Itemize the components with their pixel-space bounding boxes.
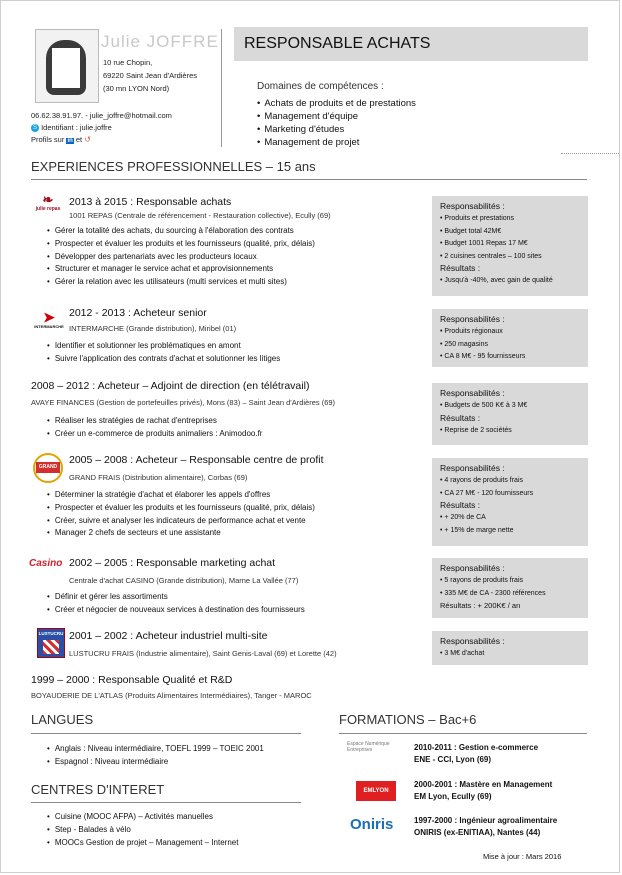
list-item: • Définir et gérer les assortiments	[47, 591, 305, 604]
interests-title: CENTRES D'INTERET	[31, 782, 165, 797]
list-item: • Créer et négocier de nouveaux services à destination des fournisseurs	[47, 604, 305, 617]
box-result-line: Résultats : + 200K€ / an	[440, 601, 521, 610]
bullet-text: Créer un e-commerce de produits animaliers :	[54, 428, 218, 438]
list-item: • Prospecter et évaluer les produits et les fournisseurs (qualité, prix, délais)	[47, 502, 315, 515]
domain-item: • Achats de produits et de prestations	[257, 97, 416, 110]
formation-2-line1: 2000-2001 : Mastère en Management	[414, 780, 553, 789]
formation-3-line1: 1997-2000 : Ingénieur agroalimentaire	[414, 816, 558, 825]
box-heading: Responsabilités :	[440, 388, 505, 398]
job-sub-2: INTERMARCHE (Grande distribution), Miribel (01)	[69, 324, 237, 333]
languages-list	[47, 743, 264, 769]
responsibilities-box-1	[432, 196, 588, 296]
header-divider	[221, 29, 222, 147]
address-line-2: 69220 Saint Jean d'Ardières	[103, 71, 197, 80]
list-item: • Développer des partenariats avec les producteurs locaux	[47, 251, 315, 264]
box-item: • Budgets de 500 K€ à 3 M€	[440, 400, 580, 413]
box-heading: Résultats :	[440, 263, 481, 273]
job-bullets-3	[47, 415, 262, 441]
list-item: • Step - Balades à vélo	[47, 824, 238, 837]
profiles-and: et	[75, 135, 83, 144]
list-item: • Espagnol : Niveau intermédiaire	[47, 756, 264, 769]
julie-repas-logo: ❧ julie repas	[35, 192, 61, 212]
interests-rule	[31, 802, 301, 803]
responsibilities-box-6	[432, 631, 588, 665]
profiles-label: Profils sur	[31, 135, 65, 144]
job-title-1: 2013 à 2015 : Responsable achats	[69, 196, 232, 208]
list-item: • Gérer la relation avec les utilisateurs (multi services et multi sites)	[47, 276, 315, 289]
job-title-6: 2001 – 2002 : Acheteur industriel multi-site	[69, 630, 268, 642]
job-title-3: 2008 – 2012 : Acheteur – Adjoint de direction (en télétravail)	[31, 380, 310, 392]
list-item: • Créer, suivre et analyser les indicateurs de performance achat et vente	[47, 515, 315, 528]
languages-rule	[31, 733, 301, 734]
lustucru-logo: LUSTUCRU	[37, 628, 65, 658]
box-heading: Responsabilités :	[440, 463, 505, 473]
list-item: • MOOCs Gestion de projet – Management – Internet	[47, 837, 238, 850]
list-item: • Structurer et manager le service achat et approvisionnements	[47, 263, 315, 276]
interests-list	[47, 811, 238, 849]
candidate-name: Julie JOFFRE	[101, 32, 219, 51]
experience-rule	[31, 179, 587, 180]
job-sub-4: GRAND FRAIS (Distribution alimentaire), Corbas (69)	[69, 473, 248, 482]
box-item: • 4 rayons de produits frais	[440, 475, 580, 488]
domain-item: • Management de projet	[257, 136, 416, 149]
responsibilities-box-2	[432, 309, 588, 367]
box-item: • CA 8 M€ - 95 fournisseurs	[440, 351, 580, 364]
job-bullets-5	[47, 591, 305, 617]
formation-2-line2: EM Lyon, Ecully (69)	[414, 792, 492, 801]
casino-logo: Casino	[29, 558, 63, 569]
skype-line	[31, 123, 112, 132]
oniris-logo: Oniris	[350, 816, 394, 833]
update-date: Mise à jour : Mars 2016	[483, 852, 562, 861]
box-item: • 335 M€ de CA - 2300 références	[440, 588, 580, 601]
box-item: • 250 magasins	[440, 339, 580, 352]
box-item: • + 20% de CA	[440, 512, 580, 525]
list-item: • Identifier et solutionner les problématiques en amont	[47, 340, 280, 353]
box-item: • 3 M€ d'achat	[440, 648, 580, 661]
box-item: • Produits et prestations	[440, 213, 580, 226]
box-heading: Responsabilités :	[440, 636, 505, 646]
profile-photo	[35, 29, 99, 103]
job-title: RESPONSABLE ACHATS	[244, 35, 431, 52]
job-bullets-1	[47, 225, 315, 289]
box-item: • Reprise de 2 sociétés	[440, 425, 580, 438]
box-item: • Budget total 42M€	[440, 226, 580, 239]
formation-1-line1: 2010-2011 : Gestion e-commerce	[414, 743, 539, 752]
domains-title: Domaines de compétences :	[257, 81, 384, 92]
job-title-banner	[234, 27, 588, 61]
job-title-4: 2005 – 2008 : Acheteur – Responsable centre de profit	[69, 454, 324, 466]
job-sub-1: 1001 REPAS (Centrale de référencement - Restauration collective), Ecully (69)	[69, 211, 331, 220]
formations-rule	[339, 733, 587, 734]
list-item: • Gérer la totalité des achats, du sourcing à l'élaboration des contrats	[47, 225, 315, 238]
responsibilities-box-5	[432, 558, 588, 618]
box-item: • Jusqu'à -40%, avec gain de qualité	[440, 275, 580, 288]
box-heading: Responsabilités :	[440, 201, 505, 211]
grand-frais-logo: GRAND FRAIS	[33, 453, 63, 483]
list-item: • Déterminer la stratégie d'achat et élaborer les appels d'offres	[47, 489, 315, 502]
animodoo-link[interactable]: Animodoo.fr	[219, 428, 263, 438]
domain-item: • Management d'équipe	[257, 110, 416, 123]
list-item: • Prospecter et évaluer les produits et les fournisseurs (qualité, prix, délais)	[47, 238, 315, 251]
experience-section-title: EXPERIENCES PROFESSIONNELLES – 15 ans	[31, 159, 316, 174]
formations-title: FORMATIONS – Bac+6	[339, 712, 477, 727]
formation-1-line2: ENE - CCI, Lyon (69)	[414, 755, 492, 764]
box-item: • 5 rayons de produits frais	[440, 575, 580, 588]
box-heading: Résultats :	[440, 412, 481, 423]
formation-3-line2: ONIRIS (ex-ENITIAA), Nantes (44)	[414, 828, 541, 837]
list-item: • Cuisine (MOOC AFPA) – Activités manuelles	[47, 811, 238, 824]
job-sub-6: LUSTUCRU FRAIS (Industrie alimentaire), Saint Genis-Laval (69) et Lorette (42)	[69, 649, 337, 658]
linkedin-icon[interactable]: in	[67, 138, 73, 144]
list-item: • Manager 2 chefs de secteurs et une assistante	[47, 527, 315, 540]
box-heading: Responsabilités :	[440, 563, 505, 573]
intermarche-logo: ➤ INTERMARCHE	[34, 309, 64, 329]
list-item	[47, 428, 262, 441]
viadeo-icon[interactable]: ↺	[84, 135, 91, 144]
box-item: • Budget 1001 Repas 17 M€	[440, 238, 580, 251]
address-line-3: (30 mn LYON Nord)	[103, 84, 170, 93]
list-item: • Anglais : Niveau intermédiaire, TOEFL 1999 – TOEIC 2001	[47, 743, 264, 756]
responsibilities-box-4	[432, 458, 588, 546]
domains-list	[257, 97, 416, 149]
job-sub-5: Centrale d'achat CASINO (Grande distribution), Marne La Vallée (77)	[69, 576, 299, 585]
job-title-5: 2002 – 2005 : Responsable marketing achat	[69, 557, 276, 569]
list-item: • Réaliser les stratégies de rachat d'entreprises	[47, 415, 262, 428]
list-item: • Suivre l'application des contrats d'achat et solutionner les litiges	[47, 353, 280, 366]
job-title-7: 1999 – 2000 : Responsable Qualité et R&D	[31, 674, 233, 686]
domain-item: • Marketing d'études	[257, 123, 416, 136]
job-sub-3: AVAYE FINANCES (Gestion de portefeuilles privés), Mons (83) – Saint Jean d'Ardières (69)	[31, 398, 336, 407]
responsibilities-box-3	[432, 383, 588, 445]
job-sub-7: BOYAUDERIE DE L'ATLAS (Produits Alimentaires Intermédiaires), Tanger - MAROC	[31, 691, 312, 700]
address-line-1: 10 rue Chopin,	[103, 58, 153, 67]
box-heading: Résultats :	[440, 500, 481, 510]
dotted-divider	[561, 153, 619, 154]
phone-email[interactable]: 06.62.38.91.97. - julie_joffre@hotmail.com	[31, 111, 172, 120]
ene-logo: Espace Numérique Entreprises	[347, 741, 390, 753]
job-bullets-4	[47, 489, 315, 540]
job-title-2: 2012 - 2013 : Acheteur senior	[69, 307, 207, 319]
box-item: • 2 cuisines centrales – 100 sites	[440, 251, 580, 264]
skype-icon: S	[32, 125, 37, 132]
job-bullets-2	[47, 340, 280, 366]
profiles-line	[31, 135, 91, 144]
skype-id[interactable]: Identifiant : julie.joffre	[41, 123, 112, 132]
box-item: • + 15% de marge nette	[440, 525, 580, 538]
languages-title: LANGUES	[31, 712, 94, 727]
box-item: • Produits régionaux	[440, 326, 580, 339]
box-heading: Responsabilités :	[440, 314, 505, 324]
box-item: • CA 27 M€ - 120 fournisseurs	[440, 488, 580, 501]
emlyon-logo: EMLYON	[356, 781, 396, 801]
